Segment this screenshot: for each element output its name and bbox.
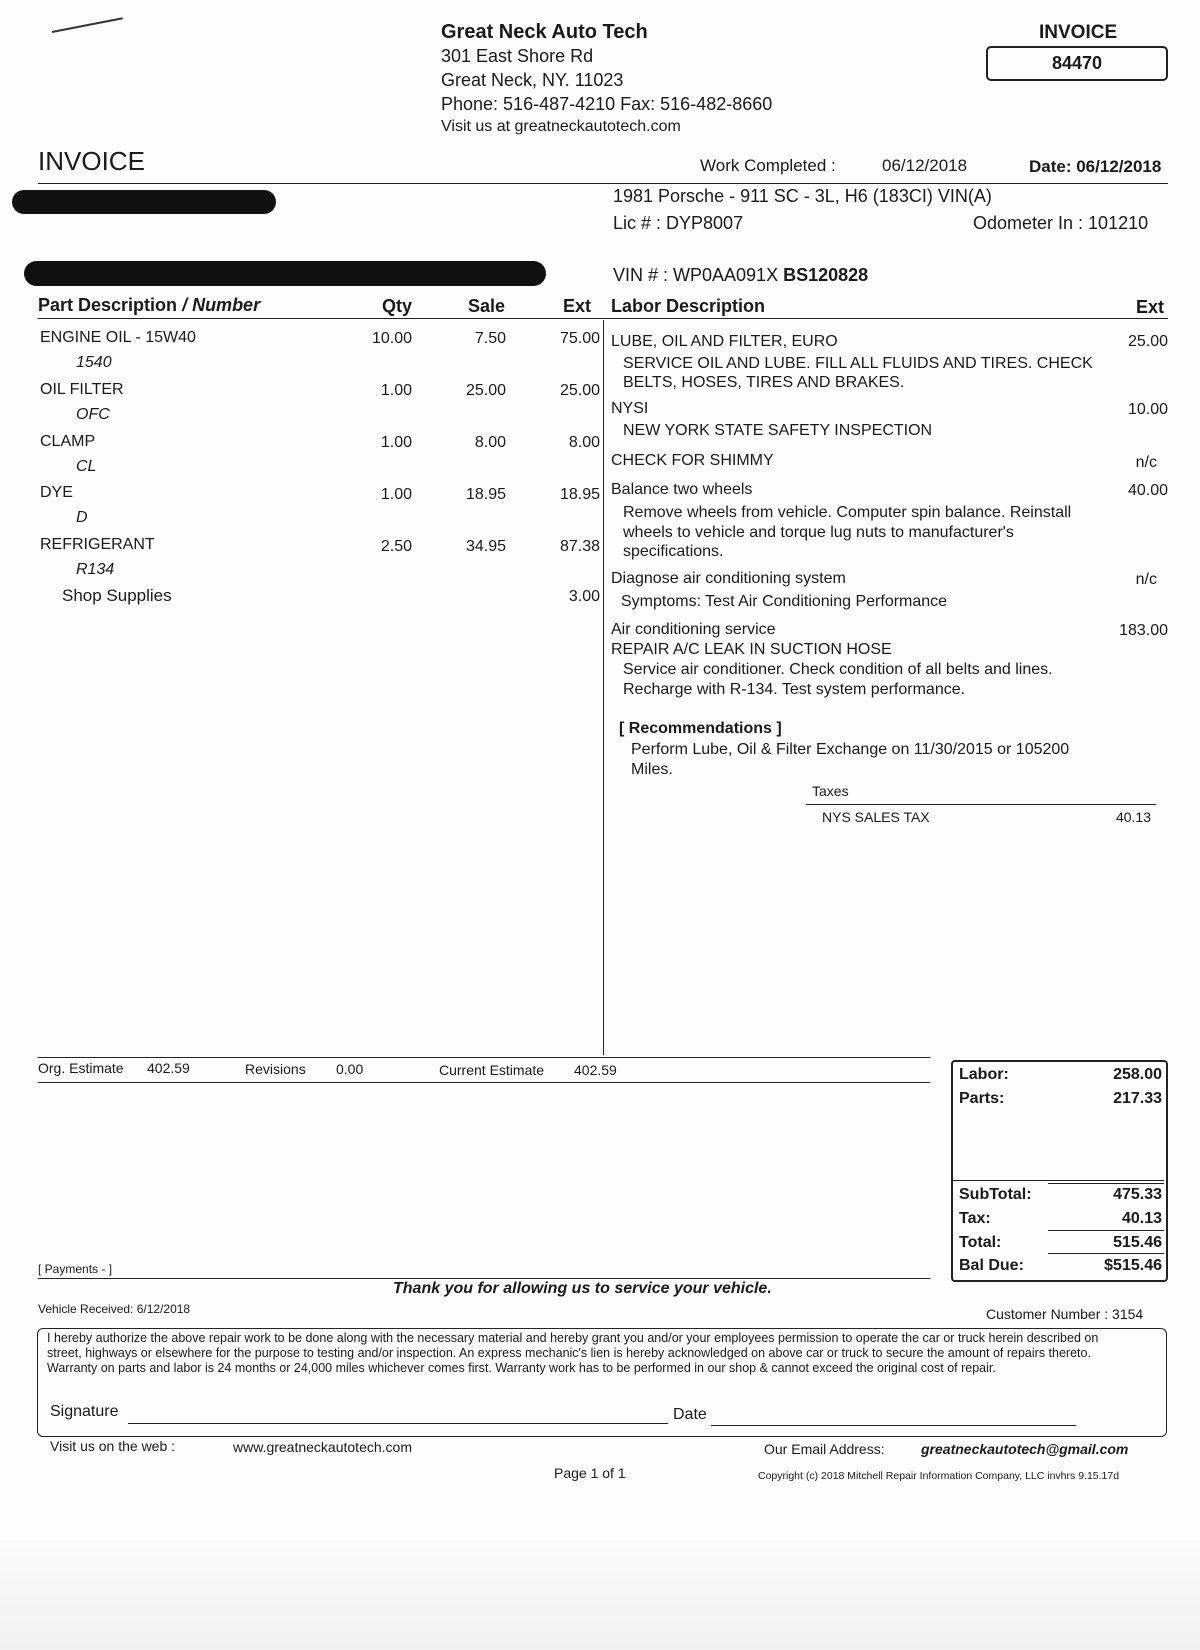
part-sale: 25.00 — [465, 382, 506, 399]
part-ext: 75.00 — [559, 330, 600, 347]
part-desc: CLAMP — [40, 433, 96, 450]
tax-amount: 40.13 — [1115, 809, 1151, 825]
odometer-in: Odometer In : 101210 — [973, 213, 1149, 233]
part-sale: 18.95 — [465, 486, 506, 503]
sale-header: Sale — [468, 296, 506, 316]
labor-detail: Service air conditioner. Check condition of all belts and lines. — [623, 661, 1053, 678]
tax-name: NYS SALES TAX — [822, 809, 930, 825]
parts-header — [38, 295, 260, 316]
subtotal-label: SubTotal: — [959, 1186, 1032, 1203]
labor-detail: SERVICE OIL AND LUBE. FILL ALL FLUIDS AND TIRES. CHECK — [623, 355, 1093, 372]
labor-description-header: Labor Description — [611, 296, 766, 316]
labor-total: 258.00 — [1113, 1066, 1162, 1083]
parts-total-label: Parts: — [959, 1090, 1005, 1107]
vehicle-description: 1981 Porsche - 911 SC - 3L, H6 (183CI) VIN(A) — [613, 186, 992, 206]
shop-supplies-ext: 3.00 — [568, 588, 600, 605]
work-completed-label: Work Completed : — [700, 156, 836, 175]
shop-name: Great Neck Auto Tech — [441, 21, 648, 43]
payments-divider — [38, 1278, 930, 1279]
totals-divider — [951, 1180, 1164, 1181]
part-sale: 7.50 — [474, 330, 506, 347]
taxes-label: Taxes — [812, 783, 849, 799]
part-ext: 87.38 — [559, 538, 600, 555]
total-rule — [1048, 1230, 1164, 1231]
signature-line[interactable] — [128, 1423, 668, 1424]
balance-due: $515.46 — [1104, 1257, 1162, 1274]
vin-label: VIN # : WP0AA091X — [613, 265, 779, 285]
labor-ext: 25.00 — [1127, 333, 1168, 350]
customer-number: Customer Number : 3154 — [986, 1306, 1144, 1322]
column-header-divider — [38, 318, 1168, 319]
labor-ext: 40.00 — [1127, 482, 1168, 499]
labor-title: Balance two wheels — [611, 481, 753, 498]
part-ext: 8.00 — [568, 434, 600, 451]
scan-edge-shadow — [0, 1540, 1200, 1650]
part-qty: 1.00 — [380, 486, 412, 503]
org-estimate-value: 402.59 — [147, 1060, 190, 1076]
part-number: OFC — [76, 406, 110, 423]
labor-ext: 183.00 — [1119, 622, 1168, 639]
labor-detail: NEW YORK STATE SAFETY INSPECTION — [623, 422, 933, 439]
shop-phone-fax: Phone: 516-487-4210 Fax: 516-482-8660 — [441, 94, 773, 114]
parts-total: 217.33 — [1113, 1090, 1162, 1107]
labor-title: LUBE, OIL AND FILTER, EURO — [611, 333, 838, 350]
ext-header: Ext — [563, 296, 592, 316]
part-desc: REFRIGERANT — [40, 536, 155, 553]
labor-title: CHECK FOR SHIMMY — [611, 452, 774, 469]
current-estimate-label: Current Estimate — [439, 1062, 545, 1078]
part-desc: DYE — [40, 484, 73, 501]
labor-detail: Recharge with R-134. Test system performance. — [623, 681, 966, 698]
payments-label: [ Payments - ] — [38, 1262, 113, 1276]
redacted-customer-address — [24, 261, 546, 286]
pencil-mark — [52, 17, 123, 33]
labor-total-label: Labor: — [959, 1066, 1009, 1083]
part-ext: 18.95 — [559, 486, 600, 503]
vin-suffix: BS120828 — [783, 265, 869, 285]
labor-detail: BELTS, HOSES, TIRES AND BRAKES. — [623, 374, 905, 391]
shop-city: Great Neck, NY. 11023 — [441, 70, 624, 90]
estimate-top-divider — [38, 1057, 930, 1058]
revisions-value: 0.00 — [336, 1061, 364, 1077]
revisions-label: Revisions — [245, 1061, 306, 1077]
invoice-number: 84470 — [986, 46, 1168, 81]
vin-number — [613, 265, 868, 286]
labor-ext: n/c — [1135, 571, 1157, 588]
license-plate: Lic # : DYP8007 — [613, 213, 744, 233]
tax-total-label: Tax: — [959, 1210, 991, 1227]
part-number: D — [76, 509, 88, 526]
estimate-bottom-divider — [38, 1082, 930, 1083]
work-completed-date: 06/12/2018 — [882, 156, 968, 175]
labor-title: Air conditioning service — [611, 621, 776, 638]
website-link[interactable]: www.greatneckautotech.com — [233, 1439, 412, 1455]
labor-ext: 10.00 — [1127, 401, 1168, 418]
part-sale: 34.95 — [465, 538, 506, 555]
vehicle-received: Vehicle Received: 6/12/2018 — [38, 1302, 191, 1316]
grand-total-label: Total: — [959, 1234, 1002, 1251]
labor-ext-header: Ext — [1136, 297, 1165, 317]
subtotal-rule — [1048, 1183, 1164, 1184]
org-estimate-label: Org. Estimate — [38, 1060, 124, 1076]
labor-detail: Symptoms: Test Air Conditioning Performance — [621, 593, 948, 610]
recommendations-title: [ Recommendations ] — [619, 720, 782, 737]
page-number: Page 1 of 1 — [554, 1465, 626, 1481]
shop-supplies-label: Shop Supplies — [62, 586, 172, 605]
part-qty: 2.50 — [380, 538, 412, 555]
grand-total: 515.46 — [1113, 1234, 1162, 1251]
date-label: Date — [673, 1406, 707, 1423]
header-divider — [38, 183, 1168, 184]
email-label: Our Email Address: — [764, 1441, 885, 1457]
balance-rule — [1048, 1253, 1164, 1254]
authorization-text: I hereby authorize the above repair work to be done along with the necessary material and hereby grant you and/or your employees permission to operate the car or truck herein described on street, highways or elsewhere for the purpose to testing and/or inspection. An express mechanic's lien is hereby acknowledged on above car or truck to secure the amount of repairs thereto. Warranty on parts and labor is 24 months or 24,000 miles whichever comes first. Warranty work has to be performed in our shop & cannot exceed the original cost of repair. — [47, 1331, 1099, 1375]
labor-title: NYSI — [611, 400, 649, 417]
labor-title: Diagnose air conditioning system — [611, 570, 846, 587]
part-number-header: / Number — [182, 295, 261, 315]
signature-label: Signature — [50, 1403, 119, 1420]
subtotal: 475.33 — [1113, 1186, 1162, 1203]
part-qty: 1.00 — [380, 434, 412, 451]
balance-due-label: Bal Due: — [959, 1257, 1024, 1274]
qty-header: Qty — [382, 296, 413, 316]
recommendation-line: Perform Lube, Oil & Filter Exchange on 11/30/2015 or 105200 — [631, 741, 1070, 758]
invoice-date: Date: 06/12/2018 — [1029, 157, 1162, 176]
part-number: R134 — [76, 561, 115, 578]
labor-detail: wheels to vehicle and torque lug nuts to manufacturer's — [623, 524, 1014, 541]
part-description-header: Part Description — [38, 295, 178, 315]
copyright-notice: Copyright (c) 2018 Mitchell Repair Information Company, LLC invhrs 9.15.17d — [758, 1470, 1120, 1482]
recommendation-line: Miles. — [631, 761, 673, 778]
part-desc: ENGINE OIL - 15W40 — [40, 329, 196, 346]
part-number: CL — [76, 458, 97, 475]
email-link[interactable]: greatneckautotech@gmail.com — [921, 1441, 1129, 1457]
part-sale: 8.00 — [474, 434, 506, 451]
labor-subtitle: REPAIR A/C LEAK IN SUCTION HOSE — [611, 641, 892, 658]
shop-website-line: Visit us at greatneckautotech.com — [441, 118, 681, 135]
thank-you-message: Thank you for allowing us to service your vehicle. — [393, 1280, 772, 1297]
shop-address: 301 East Shore Rd — [441, 46, 594, 66]
current-estimate-value: 402.59 — [574, 1062, 617, 1078]
redacted-customer-name — [12, 190, 276, 214]
parts-labor-divider — [603, 320, 604, 1055]
labor-detail: Remove wheels from vehicle. Computer spin balance. Reinstall — [623, 504, 1072, 521]
invoice-title: INVOICE — [38, 146, 145, 176]
taxes-divider — [806, 804, 1156, 805]
part-ext: 25.00 — [559, 382, 600, 399]
labor-detail: specifications. — [623, 543, 724, 560]
part-qty: 10.00 — [371, 330, 412, 347]
date-line[interactable] — [711, 1425, 1076, 1426]
invoice-label: INVOICE — [1039, 22, 1118, 43]
part-desc: OIL FILTER — [40, 381, 124, 398]
visit-web-label: Visit us on the web : — [50, 1438, 176, 1454]
labor-ext: n/c — [1135, 454, 1157, 471]
tax-total: 40.13 — [1121, 1210, 1162, 1227]
part-qty: 1.00 — [380, 382, 412, 399]
part-number: 1540 — [76, 354, 112, 371]
